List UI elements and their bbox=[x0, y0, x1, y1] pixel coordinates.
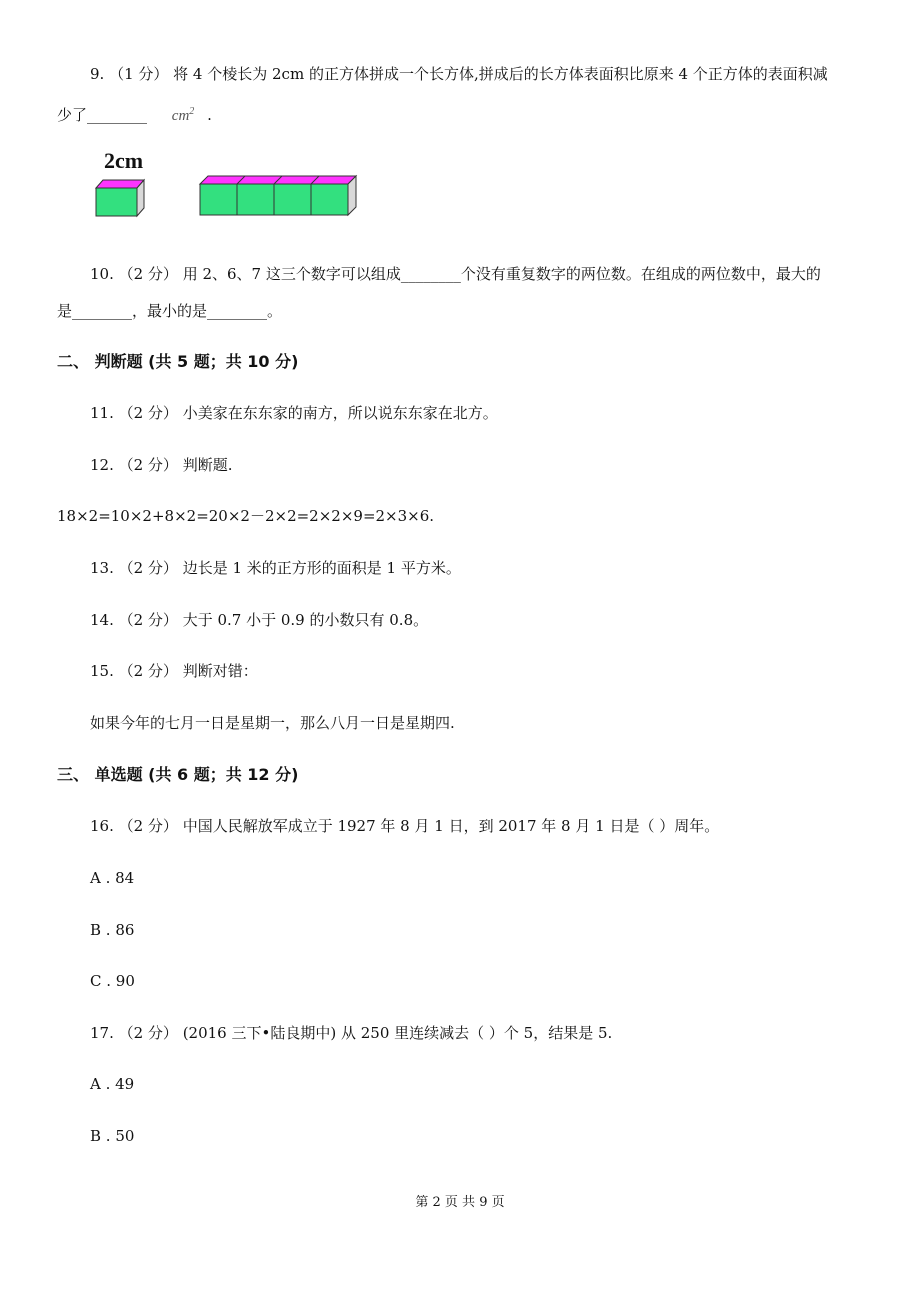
q17-text: 17. （2 分） (2016 三下•陆良期中) 从 250 里连续减去（ ）个 5，结果是 5. bbox=[90, 1024, 613, 1042]
figure-label-2cm: 2cm bbox=[104, 148, 144, 173]
cube-figure bbox=[92, 172, 362, 222]
single-cube bbox=[96, 180, 144, 216]
q16-option-a[interactable]: A . 84 bbox=[90, 869, 135, 887]
q15-statement: 如果今年的七月一日是星期一，那么八月一日是星期四. bbox=[90, 714, 455, 732]
cube-top-face bbox=[96, 180, 144, 188]
q16-option-c[interactable]: C . 90 bbox=[90, 972, 135, 990]
q16-option-b[interactable]: B . 86 bbox=[90, 921, 135, 939]
q9-unit bbox=[172, 108, 195, 124]
q15-text: 15. （2 分） 判断对错： bbox=[90, 662, 258, 680]
page-footer: 第 2 页 共 9 页 bbox=[415, 1195, 505, 1210]
section2-title: 二、 判断题 (共 5 题；共 10 分) bbox=[57, 352, 299, 371]
cuboid-four-cubes bbox=[200, 176, 356, 215]
q10-line2: 是________，最小的是________。 bbox=[57, 302, 283, 320]
q9-unit-sup: 2 bbox=[189, 106, 195, 117]
cube-front-face bbox=[96, 188, 137, 216]
q13-text: 13. （2 分） 边长是 1 米的正方形的面积是 1 平方米。 bbox=[90, 559, 461, 577]
q9-line2-prefix: 少了________ bbox=[57, 106, 148, 124]
section3-title: 三、 单选题 (共 6 题；共 12 分) bbox=[57, 765, 299, 784]
q9-line2 bbox=[57, 102, 212, 126]
q17-option-a[interactable]: A . 49 bbox=[90, 1075, 135, 1093]
q12-expression: 18×2=10×2+8×2=20×2－2×2=2×2×9=2×3×6. bbox=[57, 507, 435, 525]
q11-text: 11. （2 分） 小美家在东东家的南方，所以说东东家在北方。 bbox=[90, 404, 498, 422]
q10-line1: 10. （2 分） 用 2、6、7 这三个数字可以组成________个没有重复数字的两位数。在组成的两位数中，最大的 bbox=[90, 265, 821, 283]
q9-line2-suffix: . bbox=[207, 106, 212, 124]
q12-text: 12. （2 分） 判断题. bbox=[90, 456, 233, 474]
q9-line1: 9. （1 分） 将 4 个棱长为 2cm 的正方体拼成一个长方体,拼成后的长方体表面积比原来 4 个正方体的表面积减 bbox=[90, 65, 828, 83]
q17-option-b[interactable]: B . 50 bbox=[90, 1127, 135, 1145]
q9-unit-base: cm bbox=[171, 108, 190, 124]
q14-text: 14. （2 分） 大于 0.7 小于 0.9 的小数只有 0.8。 bbox=[90, 611, 429, 629]
q16-text: 16. （2 分） 中国人民解放军成立于 1927 年 8 月 1 日，到 2017 年 8 月 1 日是（ ）周年。 bbox=[90, 817, 720, 835]
